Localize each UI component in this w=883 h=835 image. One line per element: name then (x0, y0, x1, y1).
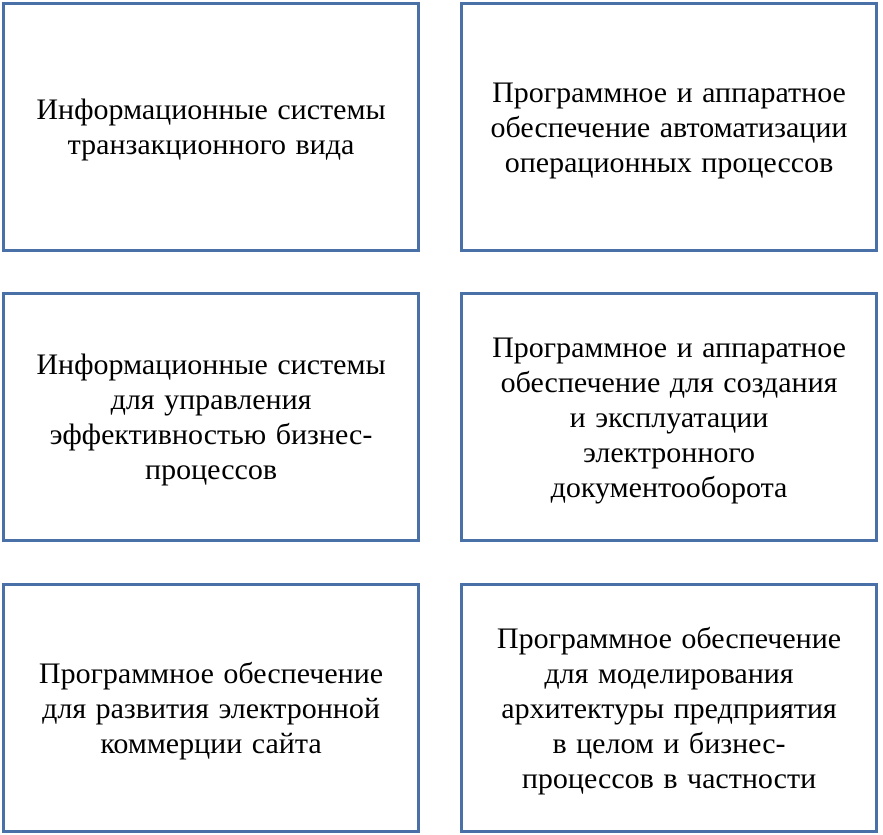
box-label: Информационные системы транзакционного вида (36, 93, 386, 161)
box-ecommerce-software (2, 583, 420, 833)
box-transactional-systems (2, 2, 420, 252)
box-label: Программное обеспечение для моделирования архитектуры предприятия в целом и бизнес- процессов в частности (496, 621, 842, 795)
box-enterprise-modeling (460, 583, 878, 833)
box-label: Программное обеспечение для развития электронной коммерции сайта (38, 656, 384, 760)
box-business-process-efficiency (2, 292, 420, 542)
box-label: Программное и аппаратное обеспечение автоматизации операционных процессов (490, 75, 848, 179)
box-label: Информационные системы для управления эффективностью бизнес- процессов (36, 348, 386, 486)
box-electronic-document-flow (460, 292, 878, 542)
box-operational-automation (460, 2, 878, 252)
box-label: Программное и аппаратное обеспечение для создания и эксплуатации электронного документооборота (492, 330, 846, 504)
